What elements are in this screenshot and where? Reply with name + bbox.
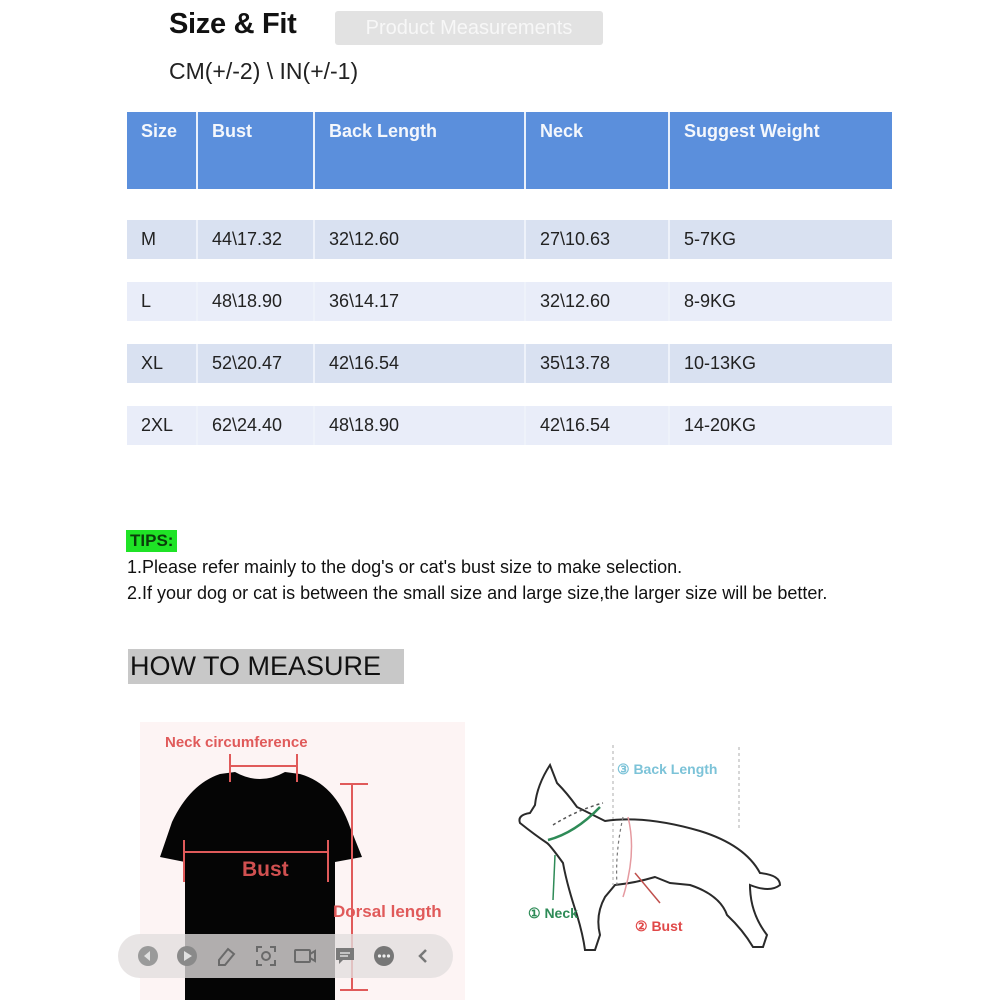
product-measurements-tag: Product Measurements [335, 11, 603, 45]
how-to-measure-heading: HOW TO MEASURE [128, 649, 404, 684]
table-row [127, 344, 892, 383]
units-note: CM(+/-2) \ IN(+/-1) [169, 58, 359, 84]
screenshot-icon[interactable] [254, 944, 278, 968]
tip-item: 1.Please refer mainly to the dog's or cat's bust size to make selection. [127, 557, 683, 577]
table-header-row [127, 112, 892, 189]
cell-neck: 42\16.54 [526, 406, 670, 445]
header-size: Size [127, 112, 198, 189]
cell-back-length: 48\18.90 [315, 406, 526, 445]
bust-label: Bust [242, 858, 289, 881]
tips-list [127, 555, 887, 606]
dorsal-length-label: Dorsal length [333, 902, 442, 921]
size-table [127, 112, 892, 445]
cell-neck: 35\13.78 [526, 344, 670, 383]
header-neck: Neck [526, 112, 670, 189]
cell-size: 2XL [127, 406, 198, 445]
header-bust: Bust [198, 112, 315, 189]
cell-bust: 44\17.32 [198, 220, 315, 259]
cell-bust: 48\18.90 [198, 282, 315, 321]
neck-circumference-label: Neck circumference [165, 734, 308, 751]
cell-weight: 14-20KG [670, 406, 892, 445]
cell-back-length: 36\14.17 [315, 282, 526, 321]
cell-back-length: 32\12.60 [315, 220, 526, 259]
table-row [127, 220, 892, 259]
cell-weight: 10-13KG [670, 344, 892, 383]
header-suggest-weight: Suggest Weight [670, 112, 892, 189]
cell-neck: 32\12.60 [526, 282, 670, 321]
cell-size: M [127, 220, 198, 259]
table-row [127, 406, 892, 445]
tips-badge: TIPS: [126, 530, 177, 552]
floating-toolbar [118, 934, 453, 978]
record-icon[interactable] [293, 944, 317, 968]
cell-weight: 5-7KG [670, 220, 892, 259]
play-icon[interactable] [175, 944, 199, 968]
collapse-icon[interactable] [411, 944, 435, 968]
header-back-length: Back Length [315, 112, 526, 189]
more-icon[interactable] [372, 944, 396, 968]
neck-label: ① Neck [528, 905, 578, 921]
cell-weight: 8-9KG [670, 282, 892, 321]
cell-bust: 62\24.40 [198, 406, 315, 445]
dog-measure-diagram [505, 735, 805, 965]
cell-size: XL [127, 344, 198, 383]
cell-bust: 52\20.47 [198, 344, 315, 383]
bust-label: ② Bust [635, 918, 683, 934]
comment-icon[interactable] [333, 944, 357, 968]
tip-item: 2.If your dog or cat is between the small size and large size,the larger size will be better. [127, 582, 828, 603]
cell-size: L [127, 282, 198, 321]
eraser-icon[interactable] [214, 944, 238, 968]
page-title: Size & Fit [169, 8, 297, 40]
cell-back-length: 42\16.54 [315, 344, 526, 383]
back-icon[interactable] [136, 944, 160, 968]
back-length-label: ③ Back Length [617, 761, 718, 777]
table-row [127, 282, 892, 321]
cell-neck: 27\10.63 [526, 220, 670, 259]
